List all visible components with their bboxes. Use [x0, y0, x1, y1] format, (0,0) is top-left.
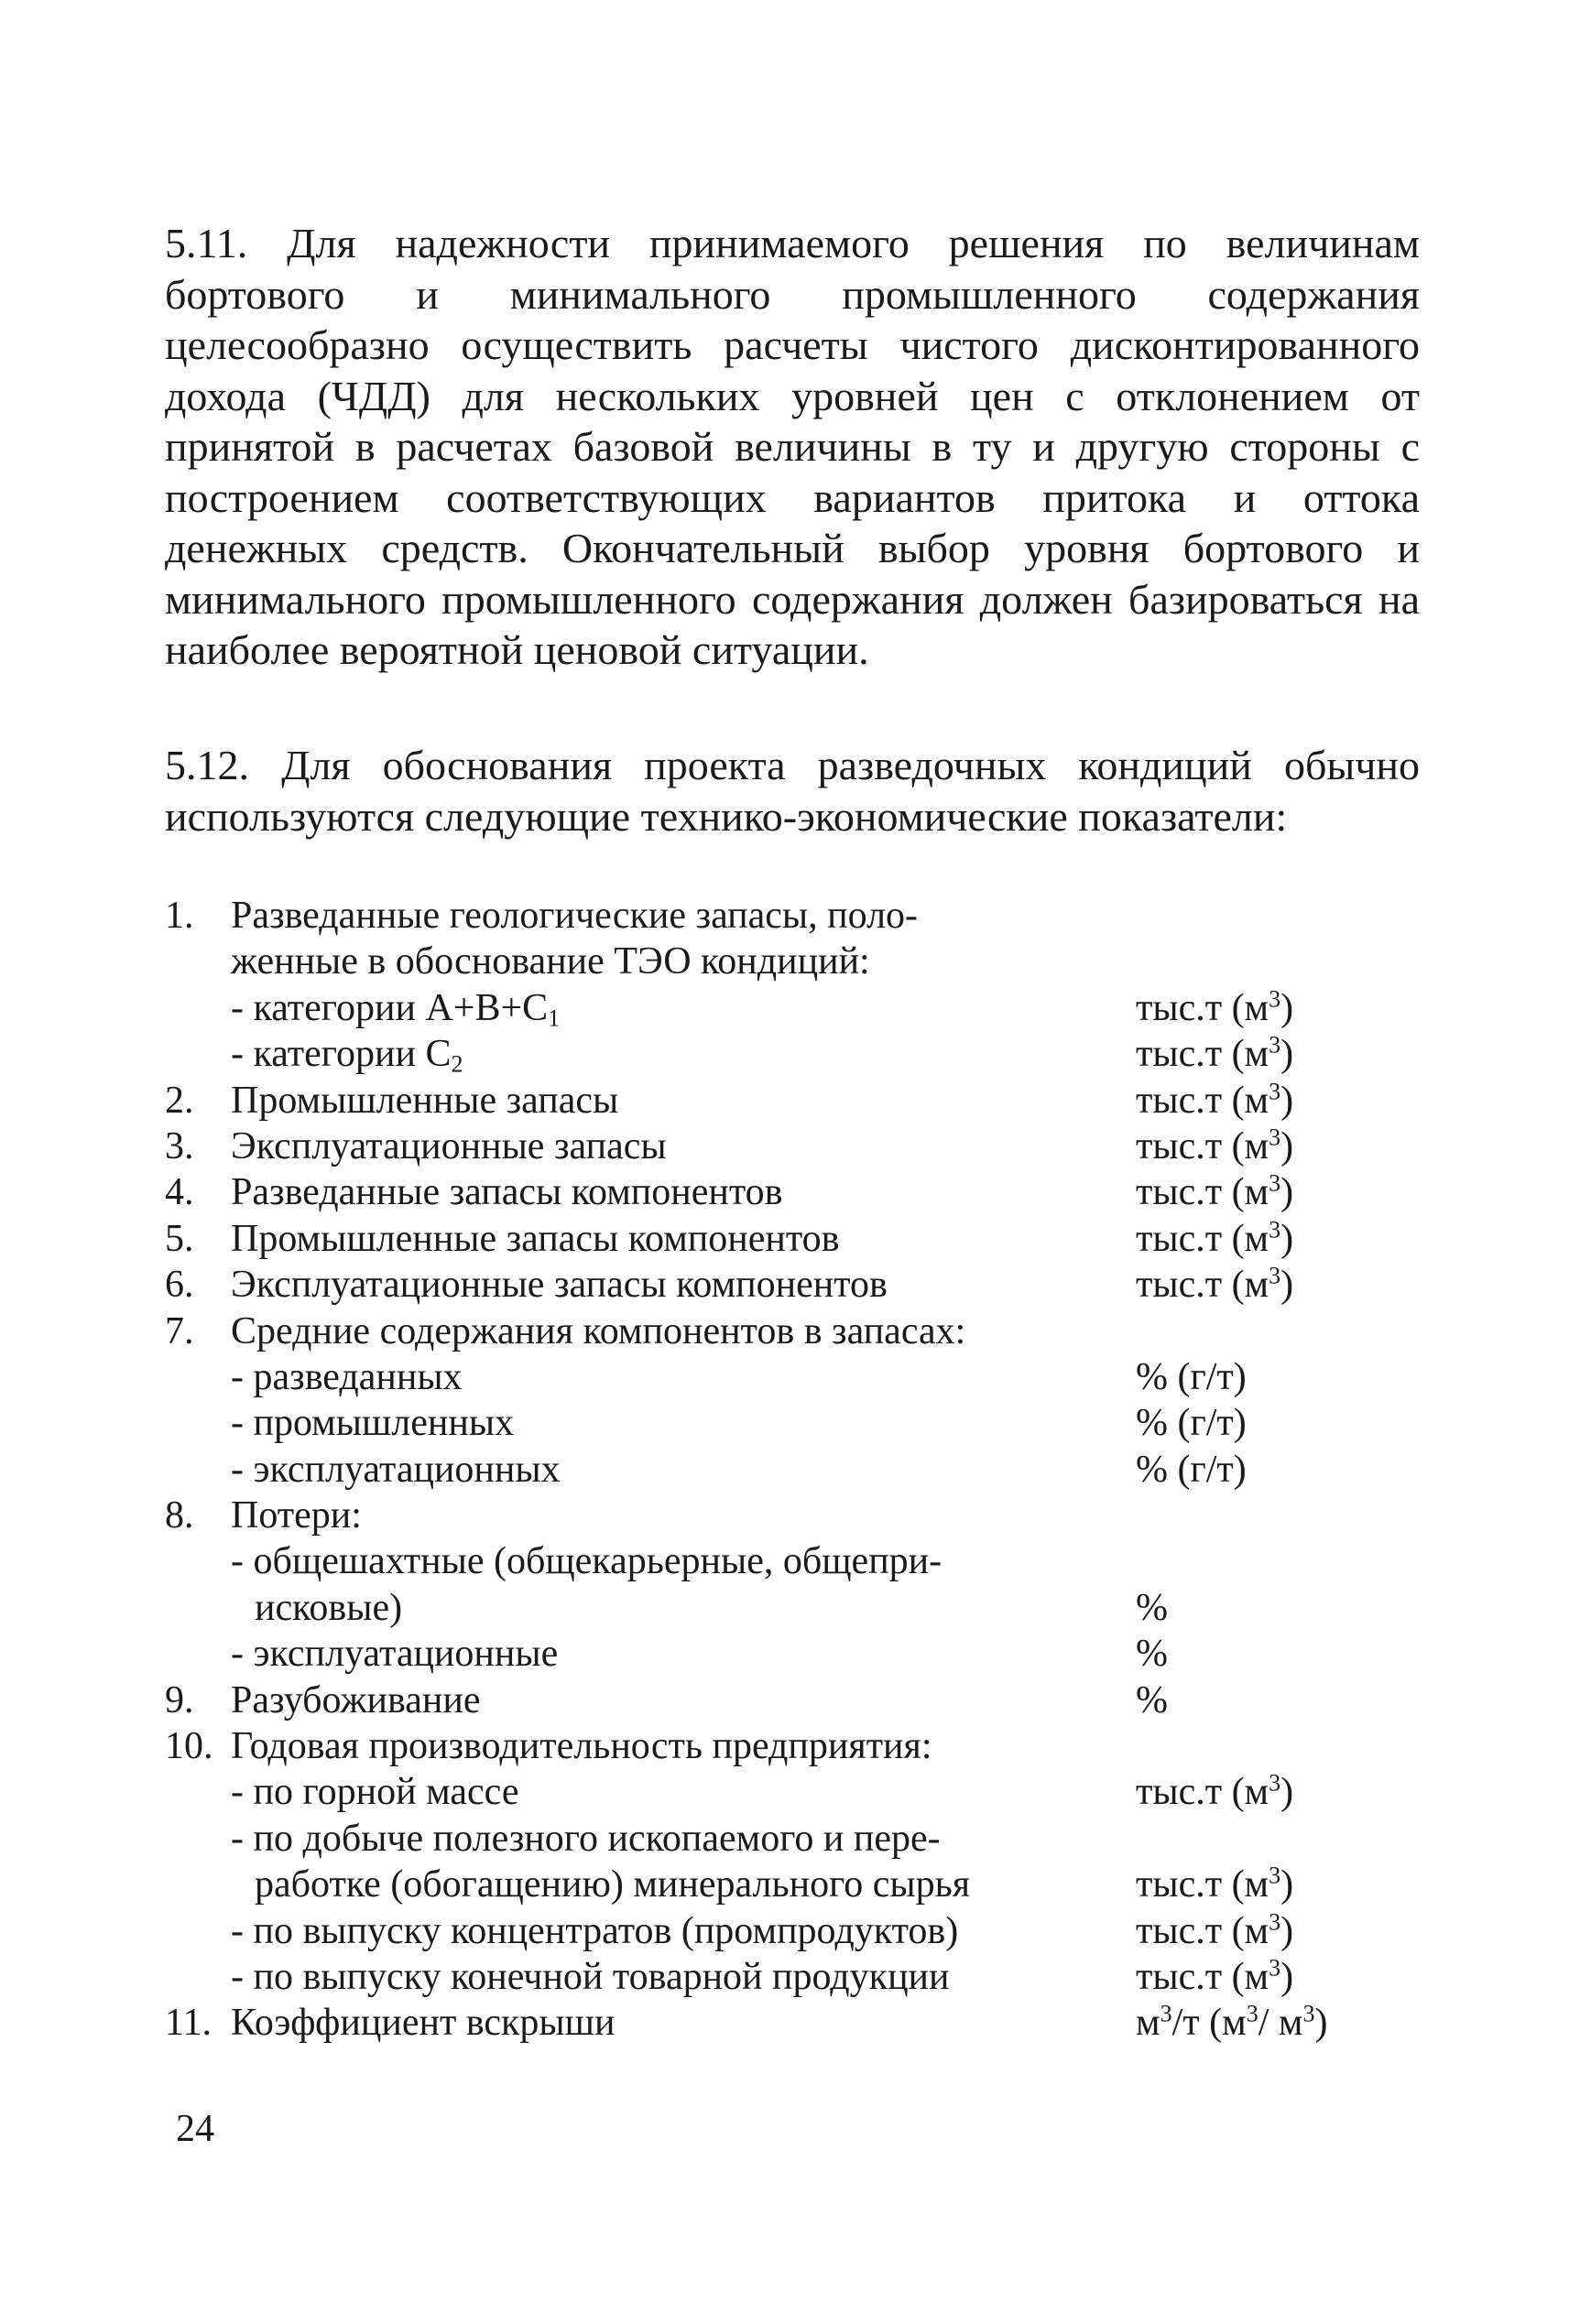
- item-text: Эксплуатационные запасы: [231, 1124, 667, 1167]
- item-text: Годовая производительность предприятия:: [231, 1725, 932, 1768]
- item-unit: %: [1136, 1678, 1168, 1721]
- item-unit: тыс.т $(м^3)$: [1136, 1908, 1294, 1952]
- item-text: - по горной массе: [231, 1771, 519, 1814]
- item-text: - по выпуску концентратов (промпродуктов): [231, 1909, 959, 1952]
- item-number: 1.: [165, 895, 194, 937]
- item-number: 9.: [165, 1678, 194, 1721]
- item-text: Разведанные геологические запасы, поло-: [231, 895, 919, 937]
- list-subitem: [165, 1400, 1420, 1446]
- item-text: - по добыче полезного ископаемого и пере-: [231, 1817, 941, 1860]
- item-number: 11.: [165, 2002, 212, 2045]
- item-text: исковые): [255, 1586, 403, 1629]
- list-item: [165, 893, 1420, 939]
- paragraph-number: 5.11.: [165, 220, 248, 266]
- list-subitem: [165, 1816, 1420, 1862]
- paragraph-number: 5.12.: [165, 742, 249, 788]
- item-unit: тыс.т $(м^3)$: [1136, 1262, 1294, 1307]
- paragraph-5-11: [165, 218, 1420, 676]
- item-number: 4.: [165, 1171, 194, 1214]
- list-item: [165, 2000, 1420, 2046]
- paragraph-text: Для надежности принимаемого решения по величинам бортового и минимального промышленного содержания целесообразно осуществить расчеты чистого дисконтированного дохода (ЧДД) для нескольких уровней цен с отклонением от принятой в расчетах базовой величины в ту и другую стороны с построением соответствующих вариантов притока и оттока денежных средств. Окончательный выбор уровня бортового и минимального промышленного содержания должен базироваться на наиболее вероятной ценовой ситуации.: [165, 220, 1420, 673]
- item-text: Средние содержания компонентов в запасах:: [231, 1309, 966, 1352]
- item-text: Промышленные запасы: [231, 1079, 619, 1122]
- item-unit: % (г/т): [1136, 1355, 1247, 1398]
- item-unit: тыс.т $(м^3)$: [1136, 1078, 1294, 1122]
- item-unit: %: [1136, 1586, 1168, 1629]
- item-unit: тыс.т $(м^3)$: [1136, 985, 1294, 1029]
- item-unit: % (г/т): [1136, 1402, 1247, 1445]
- list-item: [165, 1678, 1420, 1723]
- item-unit: %: [1136, 1633, 1168, 1676]
- item-text: - эксплуатационных: [231, 1448, 561, 1491]
- list-item: [165, 1216, 1420, 1262]
- item-number: 5.: [165, 1217, 194, 1260]
- item-unit: тыс.т $(м^3)$: [1136, 1862, 1294, 1906]
- list-subitem: [165, 1908, 1420, 1954]
- list-item: [165, 1169, 1420, 1215]
- item-text: - эксплуатационные: [231, 1633, 559, 1676]
- item-text: Эксплуатационные запасы компонентов: [231, 1264, 888, 1307]
- list-subitem: [165, 1954, 1420, 2000]
- list-subitem: [165, 985, 1420, 1031]
- item-unit: % (г/т): [1136, 1448, 1247, 1491]
- item-text: Разубоживание: [231, 1678, 481, 1721]
- list-item: [165, 1493, 1420, 1538]
- item-text: - разведанных: [231, 1355, 463, 1398]
- list-item: [165, 1078, 1420, 1124]
- item-unit: тыс.т $(м^3)$: [1136, 1216, 1294, 1260]
- item-text: Коэффициент вскрыши: [231, 2002, 616, 2045]
- item-unit: тыс.т $(м^3)$: [1136, 1031, 1294, 1076]
- list-subitem: [165, 1354, 1420, 1400]
- paragraph-5-12: [165, 740, 1420, 842]
- item-number: 8.: [165, 1494, 194, 1537]
- list-subitem: [165, 1538, 1420, 1584]
- item-unit: тыс.т $(м^3)$: [1136, 1954, 1294, 1998]
- list-item-continuation: [165, 939, 1420, 984]
- list-subitem: [165, 1447, 1420, 1493]
- list-subitem: [165, 1031, 1420, 1077]
- list-subitem: [165, 1631, 1420, 1677]
- item-text: - категории $А+В+С_1$: [231, 986, 561, 1032]
- item-text: - промышленных: [231, 1402, 515, 1445]
- item-number: 6.: [165, 1264, 194, 1307]
- list-subitem-continuation: [165, 1585, 1420, 1631]
- list-item: [165, 1309, 1420, 1354]
- item-number: 3.: [165, 1124, 194, 1167]
- item-unit: тыс.т $(м^3)$: [1136, 1770, 1294, 1814]
- list-subitem-continuation: [165, 1862, 1420, 1907]
- item-text: Промышленные запасы компонентов: [231, 1217, 840, 1260]
- paragraph-text: Для обоснования проекта разведочных кондиций обычно используются следующие технико-экономические показатели:: [165, 742, 1421, 840]
- item-text: - по выпуску конечной товарной продукции: [231, 1955, 950, 1998]
- item-text: - категории $С_2$: [231, 1033, 463, 1078]
- item-text: женные в обоснование ТЭО кондиций:: [231, 940, 870, 983]
- list-item: [165, 1723, 1420, 1769]
- list-item: [165, 1262, 1420, 1308]
- indicators-list: [165, 893, 1420, 2047]
- item-text: работке (обогащению) минерального сырья: [255, 1863, 971, 1906]
- list-item: [165, 1124, 1420, 1169]
- item-number: 10.: [165, 1725, 213, 1768]
- list-subitem: [165, 1769, 1420, 1815]
- item-number: 2.: [165, 1079, 194, 1122]
- item-unit: $м^3/т$ ($м^3/$ $м^3$): [1136, 2001, 1328, 2045]
- item-text: - общешахтные (общекарьерные, общепри-: [231, 1540, 942, 1583]
- item-text: Разведанные запасы компонентов: [231, 1171, 783, 1214]
- item-text: Потери:: [231, 1494, 362, 1537]
- item-unit: тыс.т $(м^3)$: [1136, 1170, 1294, 1214]
- item-number: 7.: [165, 1309, 194, 1352]
- page-number: 24: [176, 2108, 214, 2150]
- item-unit: тыс.т $(м^3)$: [1136, 1124, 1294, 1167]
